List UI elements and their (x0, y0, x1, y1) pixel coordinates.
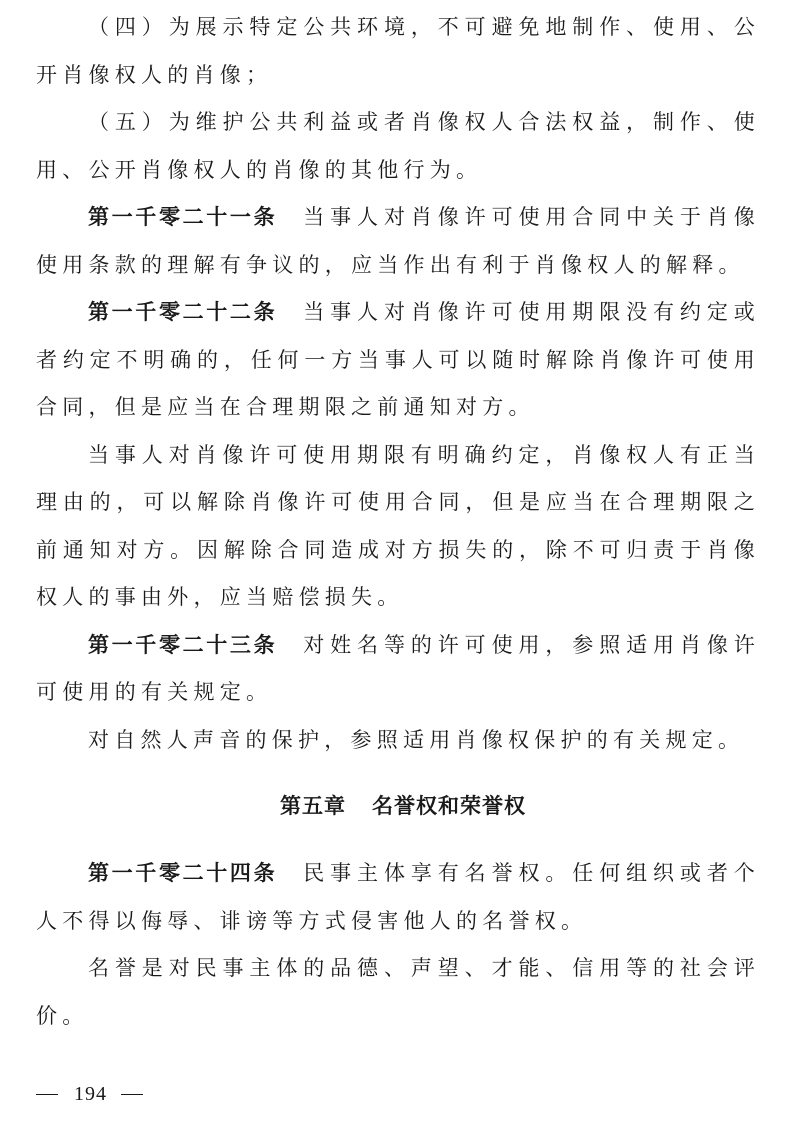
paragraph-text: 民事主体享有名誉权。任何组织或者个人不得以侮辱、诽谤等方式侵害他人的名誉权。 (36, 861, 760, 933)
footer-dash-left (36, 1094, 58, 1095)
paragraph-text: （四）为展示特定公共环境，不可避免地制作、使用、公开肖像权人的肖像； (36, 15, 760, 87)
chapter-heading (36, 790, 760, 822)
page-number: 194 (74, 1083, 107, 1105)
paragraph-text: 当事人对肖像许可使用合同中关于肖像使用条款的理解有争议的，应当作出有利于肖像权人的解释。 (36, 205, 760, 277)
paragraph-clause-4 (36, 4, 760, 99)
chapter-number: 第五章 (280, 794, 346, 818)
article-1022-paragraph-2 (36, 432, 760, 622)
paragraph-text: 当事人对肖像许可使用期限有明确约定，肖像权人有正当理由的，可以解除肖像许可使用合同，但是应当在合理期限之前通知对方。因解除合同造成对方损失的，除不可归责于肖像权人的事由外，应当赔偿损失。 (36, 442, 760, 609)
article-1024 (36, 850, 760, 945)
article-number: 第一千零二十二条 (88, 300, 278, 324)
paragraph-text: 名誉是对民事主体的品德、声望、才能、信用等的社会评价。 (36, 956, 760, 1028)
paragraph-text: 对自然人声音的保护，参照适用肖像权保护的有关规定。 (88, 727, 745, 752)
page-footer (36, 1080, 143, 1108)
chapter-title: 名誉权和荣誉权 (372, 794, 526, 818)
article-1024-paragraph-2 (36, 945, 760, 1040)
article-1023 (36, 622, 760, 717)
paragraph-text: 当事人对肖像许可使用期限没有约定或者约定不明确的，任何一方当事人可以随时解除肖像许可使用合同，但是应当在合理期限之前通知对方。 (36, 300, 760, 419)
document-page (36, 4, 760, 1040)
paragraph-clause-5 (36, 99, 760, 194)
article-1021 (36, 194, 760, 289)
paragraph-text: 对姓名等的许可使用，参照适用肖像许可使用的有关规定。 (36, 632, 760, 704)
footer-dash-right (121, 1094, 143, 1095)
article-number: 第一千零二十四条 (88, 861, 278, 885)
article-1022 (36, 289, 760, 432)
article-number: 第一千零二十三条 (88, 632, 278, 657)
paragraph-text: （五）为维护公共利益或者肖像权人合法权益，制作、使用、公开肖像权人的肖像的其他行为。 (36, 110, 760, 182)
article-1023-paragraph-2 (36, 717, 760, 765)
article-number: 第一千零二十一条 (88, 205, 278, 229)
